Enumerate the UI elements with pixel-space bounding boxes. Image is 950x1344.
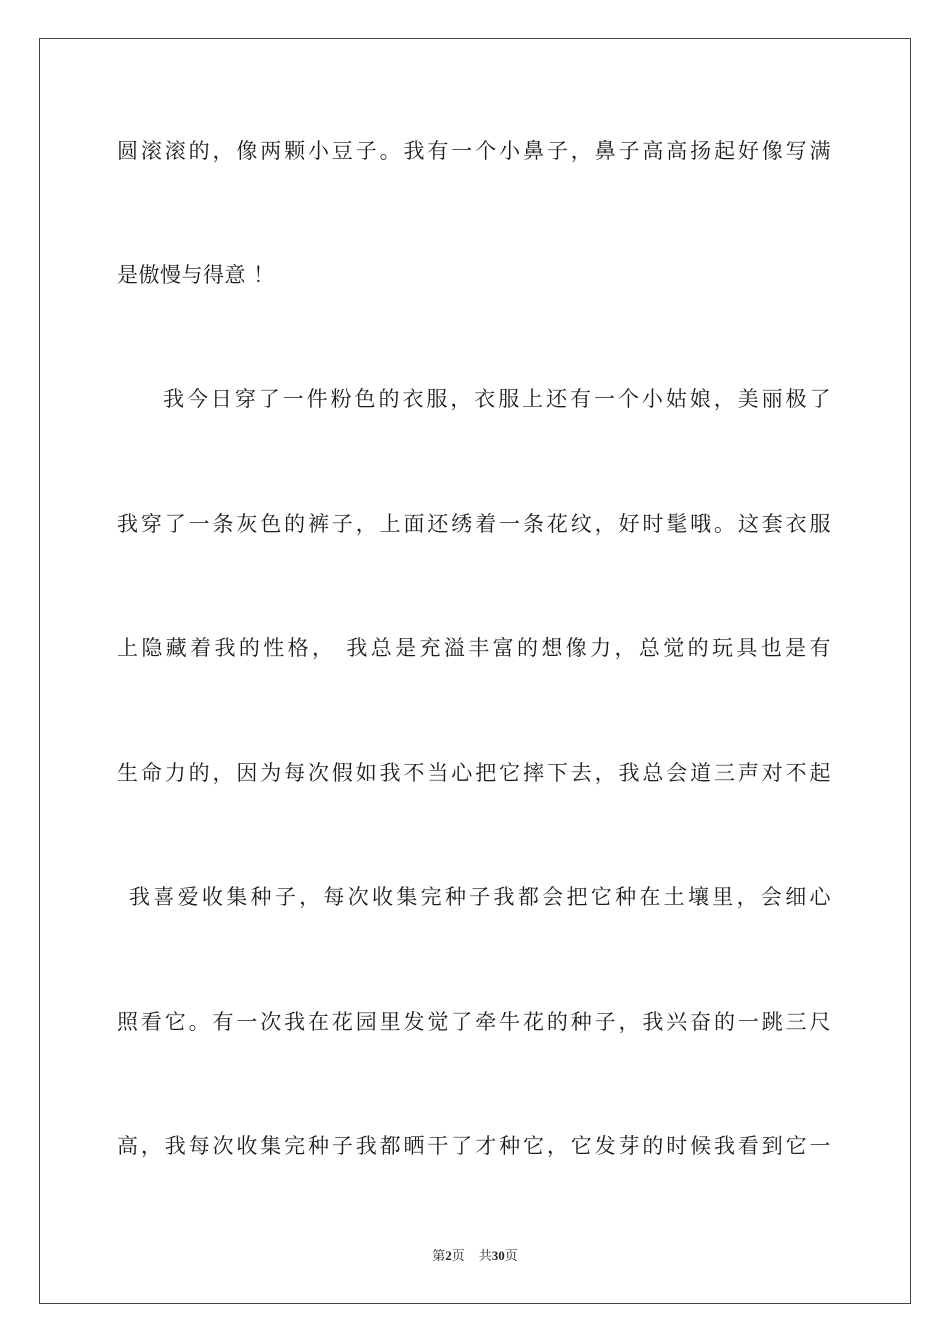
footer-total-prefix: 共	[478, 1248, 492, 1263]
footer-page-prefix: 第	[432, 1248, 446, 1263]
text-line-7: 我喜爱收集种子，每次收集完种子我都会把它种在土壤里，会细心	[129, 885, 831, 909]
footer-total-suffix: 页	[504, 1248, 518, 1263]
footer-total-pages: 30	[491, 1248, 505, 1263]
footer-page-suffix: 页	[451, 1248, 465, 1263]
text-line-2: 是傲慢与得意 ！	[117, 263, 275, 287]
text-line-8: 照看它。有一次我在花园里发觉了牵牛花的种子，我兴奋的一跳三尺	[117, 1010, 831, 1034]
page-footer	[0, 1248, 950, 1264]
text-line-9: 高，我每次收集完种子我都晒干了才种它，它发芽的时候我看到它一	[117, 1134, 831, 1158]
text-line-4: 我穿了一条灰色的裤子，上面还绣着一条花纹，好时髦哦。这套衣服	[117, 512, 831, 536]
text-line-6: 生命力的，因为每次假如我不当心把它摔下去，我总会道三声对不起	[117, 761, 831, 785]
page-border	[39, 38, 911, 1304]
text-line-3: 我今日穿了一件粉色的衣服，衣服上还有一个小姑娘，美丽极了	[163, 387, 831, 411]
text-line-5: 上隐藏着我的性格， 我总是充溢丰富的想像力，总觉的玩具也是有	[117, 636, 831, 660]
footer-page-number: 2	[445, 1248, 452, 1263]
text-line-1: 圆滚滚的，像两颗小豆子。我有一个小鼻子，鼻子高高扬起好像写满	[117, 139, 831, 163]
